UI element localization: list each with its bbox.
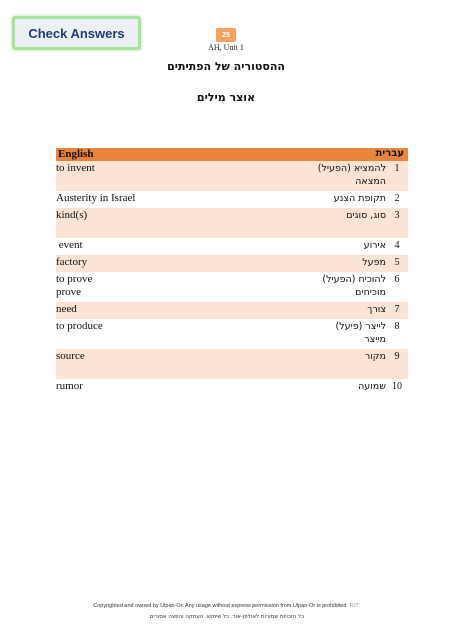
english-term: factory [56,256,88,268]
header-hebrew: עברית [256,148,408,161]
english-cell [56,272,256,302]
row-number: 4 [386,238,408,255]
english-cell [56,191,256,208]
hebrew-cell [256,272,386,302]
english-term: to produce [56,320,103,332]
row-number: 5 [386,255,408,272]
table-row [56,161,408,191]
copyright-english [0,603,452,609]
english-cell [56,319,256,349]
hebrew-term: מוכיחים [355,287,386,298]
copyright-text: Copyrighted and owned by Ulpan-Or. Any usage without express permission from Ulpan-Or is prohibited [93,603,347,609]
hebrew-cell [256,208,386,238]
english-term: rumor [56,380,83,392]
table-row [56,302,408,319]
english-cell [56,349,256,379]
table-header-row [56,148,408,161]
row-number: 3 [386,208,408,238]
hebrew-cell [256,319,386,349]
unit-label: AH, Unit 1 [208,43,244,52]
hebrew-term: להמציא (הפעיל) [317,163,386,174]
hebrew-term: מייצר [364,334,386,345]
page-title: ההסטוריה של הפתיתים [167,60,285,73]
hebrew-term: מפעל [362,257,386,268]
check-answers-button[interactable]: Check Answers [12,16,141,50]
english-cell [56,255,256,272]
table-row [56,319,408,349]
english-term: source [56,350,85,362]
english-term: event [56,239,83,251]
hebrew-term: לייצר (פיעל) [335,321,386,332]
hebrew-cell [256,349,386,379]
english-term: prove [56,286,82,298]
hebrew-cell [256,161,386,191]
english-term [56,175,256,188]
row-number: 1 [386,161,408,191]
table-row [56,238,408,255]
row-number: 6 [386,272,408,302]
row-number: 8 [386,319,408,349]
hebrew-term: צורך [367,304,386,315]
hebrew-term: להוכיח (הפעיל) [322,274,386,285]
hebrew-cell [256,379,386,396]
table-row [56,272,408,302]
table-row [56,191,408,208]
english-term [56,222,256,235]
table-row [56,349,408,379]
table-row [56,379,408,396]
hebrew-cell [256,238,386,255]
row-number: 10 [386,379,408,396]
english-term: kind(s) [56,209,88,221]
english-term: Austerity in Israel [56,192,136,204]
page-subtitle: אוצר מילים [196,91,256,104]
hebrew-term: שמועה [358,381,386,392]
row-number: 9 [386,349,408,379]
hebrew-term: אירוע [363,240,386,251]
copyright-hebrew: כל הזכויות שמורות לאולפן-אור. כל שימוש, העתקה והפצה אסורים. [147,614,305,620]
table-row [56,255,408,272]
english-cell [56,238,256,255]
hebrew-cell [256,191,386,208]
hebrew-term: סוג, סוגים [346,210,386,221]
vocabulary-table [56,148,408,396]
hebrew-term: תקופת הצנע [333,193,386,204]
english-cell [56,379,256,396]
english-term: need [56,303,77,315]
hebrew-term: מקור [364,351,386,362]
header-english: English [56,148,256,161]
english-cell [56,208,256,238]
hebrew-cell [256,302,386,319]
footer-page-number: RJ7 [349,603,359,609]
english-cell [56,161,256,191]
hebrew-cell [256,255,386,272]
row-number: 2 [386,191,408,208]
row-number: 7 [386,302,408,319]
english-term: to invent [56,162,95,174]
english-term: to prove [56,273,93,285]
english-term [56,333,256,346]
english-term [56,363,256,376]
hebrew-term: המצאה [355,176,386,187]
table-row [56,208,408,238]
page-number-badge: 25 [216,28,236,42]
english-cell [56,302,256,319]
